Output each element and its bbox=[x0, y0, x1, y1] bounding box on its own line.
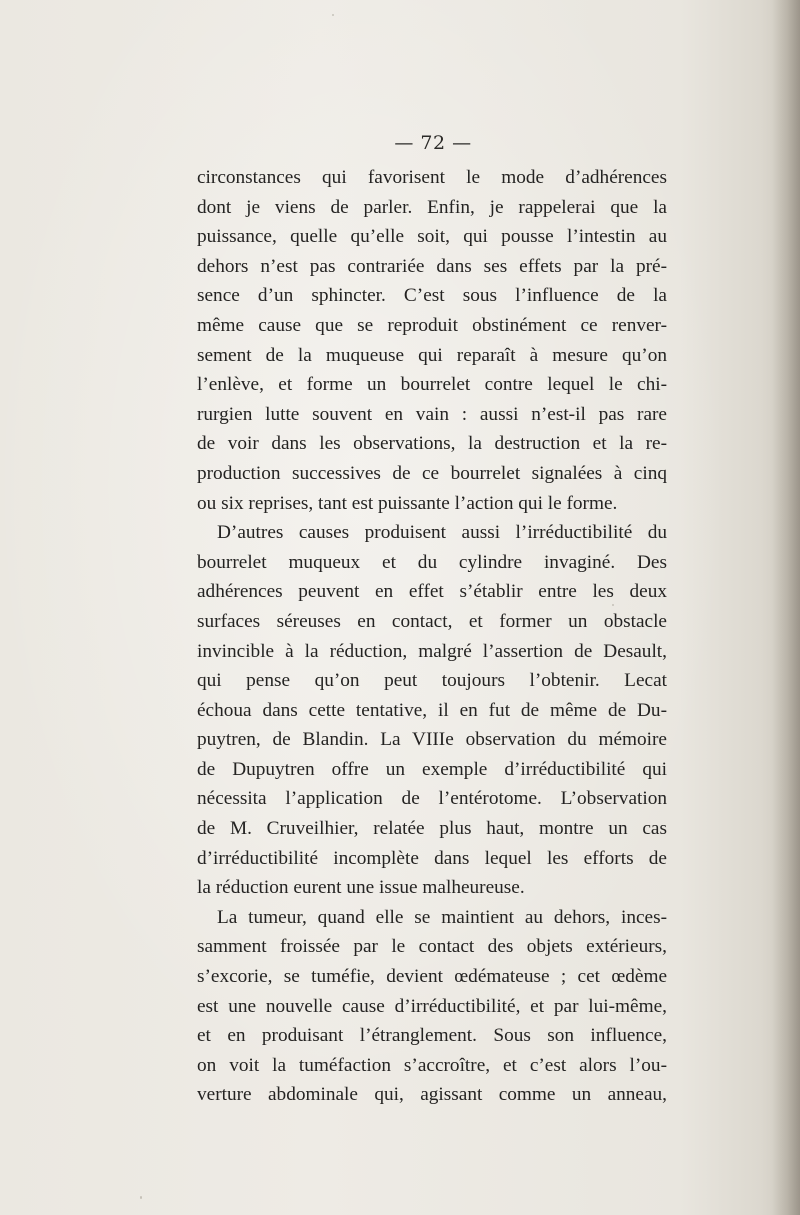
text-line: l’enlève, et forme un bourrelet contre lequel le chi- bbox=[197, 374, 667, 396]
paper-speck bbox=[612, 604, 614, 606]
text-line: la réduction eurent une issue malheureuse. bbox=[197, 877, 525, 899]
paragraph-start-line: D’autres causes produisent aussi l’irréductibilité du bbox=[217, 522, 667, 544]
text-line: rurgien lutte souvent en vain : aussi n’est-il pas rare bbox=[197, 403, 667, 425]
text-line: de voir dans les observations, la destruction et la re- bbox=[197, 433, 667, 455]
text-line: échoua dans cette tentative, il en fut de même de Du- bbox=[197, 699, 667, 721]
text-line: adhérences peuvent en effet s’établir entre les deux bbox=[197, 581, 667, 603]
text-line: sence d’un sphincter. C’est sous l’influence de la bbox=[197, 285, 667, 307]
text-line: et en produisant l’étranglement. Sous son influence, bbox=[197, 1025, 667, 1047]
text-line: bourrelet muqueux et du cylindre invaginé. Des bbox=[197, 551, 667, 573]
text-line: production successives de ce bourrelet signalées à cinq bbox=[197, 462, 667, 484]
text-line: dehors n’est pas contrariée dans ses effets par la pré- bbox=[197, 255, 667, 277]
page-edge-shadow bbox=[772, 0, 800, 1215]
text-line: puytren, de Blandin. La VIIIe observation du mémoire bbox=[197, 729, 667, 751]
text-line: on voit la tuméfaction s’accroître, et c’est alors l’ou- bbox=[197, 1054, 667, 1076]
paragraph-start-line: La tumeur, quand elle se maintient au dehors, inces- bbox=[217, 906, 667, 928]
text-line: sement de la muqueuse qui reparaît à mesure qu’on bbox=[197, 344, 667, 366]
text-line: verture abdominale qui, agissant comme un anneau, bbox=[197, 1084, 667, 1106]
text-line: nécessita l’application de l’entérotome. L’observation bbox=[197, 788, 667, 810]
text-line: puissance, quelle qu’elle soit, qui pousse l’intestin au bbox=[197, 226, 667, 248]
text-line: d’irréductibilité incomplète dans lequel les efforts de bbox=[197, 847, 667, 869]
text-line: ou six reprises, tant est puissante l’action qui le forme. bbox=[197, 492, 618, 514]
text-line: s’excorie, se tuméfie, devient œdémateuse ; cet œdème bbox=[197, 966, 667, 988]
text-line: est une nouvelle cause d’irréductibilité, et par lui-même, bbox=[197, 995, 667, 1017]
text-line: même cause que se reproduit obstinément ce renver- bbox=[197, 314, 667, 336]
text-line: samment froissée par le contact des objets extérieurs, bbox=[197, 936, 667, 958]
text-line: circonstances qui favorisent le mode d’adhérences bbox=[197, 167, 667, 188]
text-line: de M. Cruveilhier, relatée plus haut, montre un cas bbox=[197, 818, 667, 840]
body-text bbox=[197, 163, 667, 1110]
paper-speck bbox=[140, 1196, 142, 1199]
text-line: qui pense qu’on peut toujours l’obtenir. Lecat bbox=[197, 670, 667, 692]
text-line: de Dupuytren offre un exemple d’irréductibilité qui bbox=[197, 758, 667, 780]
page-number: — 72 — bbox=[394, 132, 472, 154]
text-line: surfaces séreuses en contact, et former un obstacle bbox=[197, 610, 667, 632]
paper-speck bbox=[332, 14, 334, 16]
text-line: dont je viens de parler. Enfin, je rappelerai que la bbox=[197, 196, 667, 218]
text-line: invincible à la réduction, malgré l’assertion de Desault, bbox=[197, 640, 667, 662]
